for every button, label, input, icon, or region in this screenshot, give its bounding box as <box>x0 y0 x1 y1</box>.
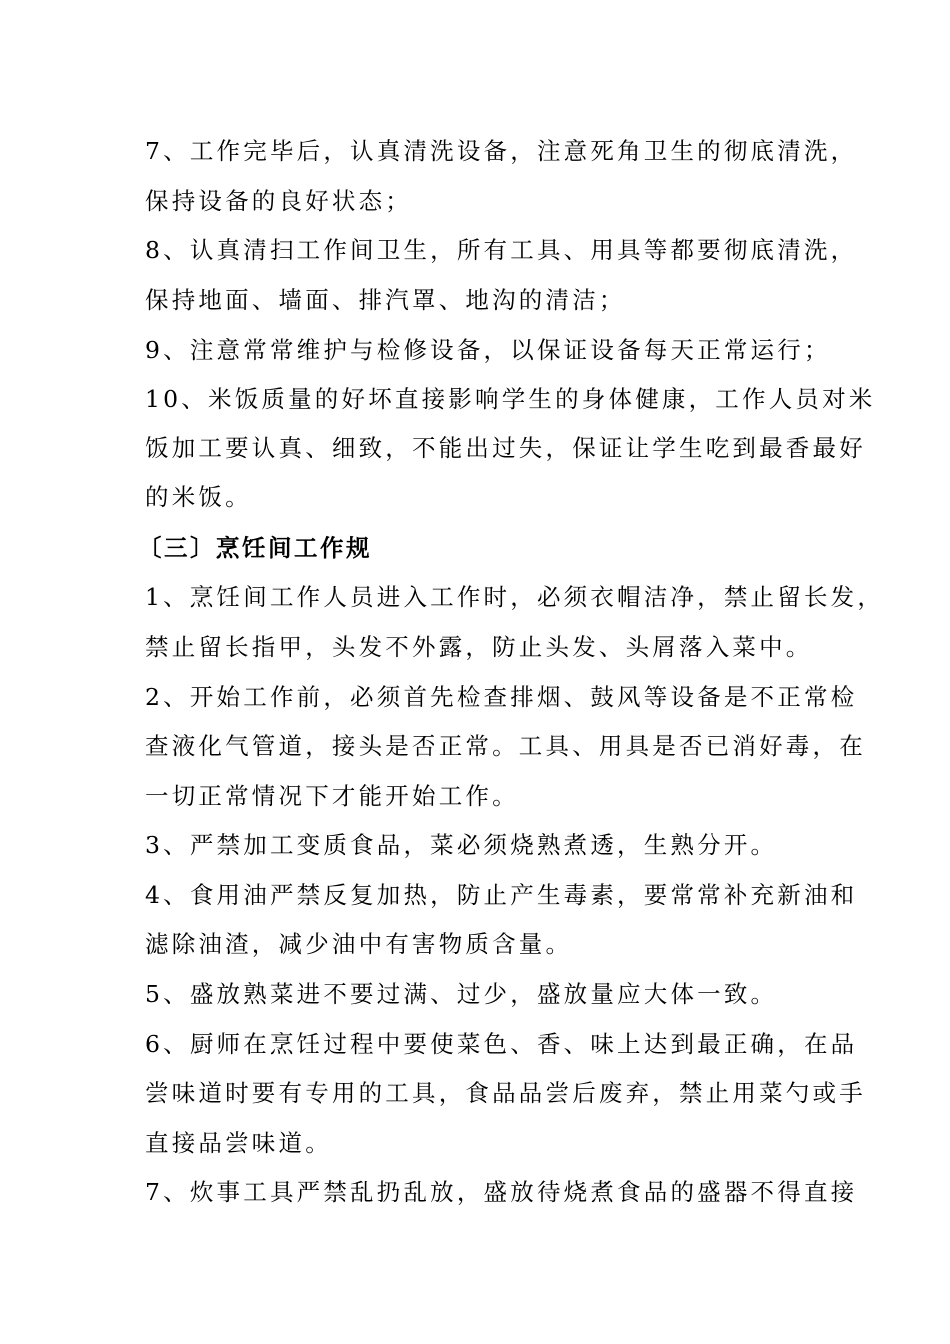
text-line: 2、开始工作前，必须首先检查排烟、鼓风等设备是不正常检 <box>145 683 858 711</box>
text-line: 禁止留长指甲，头发不外露，防止头发、头屑落入菜中。 <box>145 633 813 661</box>
text-line: 3、严禁加工变质食品，菜必须烧熟煮透，生熟分开。 <box>145 831 778 859</box>
text-line: 7、工作完毕后，认真清洗设备，注意死角卫生的彻底清洗， <box>145 137 858 165</box>
text-line: 9、注意常常维护与检修设备，以保证设备每天正常运行； <box>145 336 831 364</box>
section-heading: 〔三〕烹饪间工作规 <box>138 534 372 562</box>
text-line: 尝味道时要有专用的工具，食品品尝后废弃，禁止用菜勺或手 <box>145 1079 866 1107</box>
text-line: 4、食用油严禁反复加热，防止产生毒素，要常常补充新油和 <box>145 881 858 909</box>
text-line: 5、盛放熟菜进不要过满、过少，盛放量应大体一致。 <box>145 980 778 1008</box>
text-line: 一切正常情况下才能开始工作。 <box>145 782 519 810</box>
text-line: 1、烹饪间工作人员进入工作时，必须衣帽洁净，禁止留长发， <box>145 583 885 611</box>
text-line: 查液化气管道，接头是否正常。工具、用具是否已消好毒，在 <box>145 732 866 760</box>
text-line: 滤除油渣，减少油中有害物质含量。 <box>145 930 573 958</box>
text-line: 直接品尝味道。 <box>145 1129 332 1157</box>
text-line: 保持地面、墙面、排汽罩、地沟的清洁； <box>145 286 626 314</box>
text-line: 10、米饭质量的好坏直接影响学生的身体健康，工作人员对米 <box>145 385 876 413</box>
text-line: 7、炊事工具严禁乱扔乱放，盛放待烧煮食品的盛器不得直接 <box>145 1178 858 1206</box>
text-line: 的米饭。 <box>145 483 252 511</box>
text-line: 饭加工要认真、细致，不能出过失，保证让学生吃到最香最好 <box>145 434 866 462</box>
text-line: 保持设备的良好状态； <box>145 187 412 215</box>
text-line: 8、认真清扫工作间卫生，所有工具、用具等都要彻底清洗， <box>145 236 858 264</box>
text-line: 6、厨师在烹饪过程中要使菜色、香、味上达到最正确，在品 <box>145 1030 858 1058</box>
